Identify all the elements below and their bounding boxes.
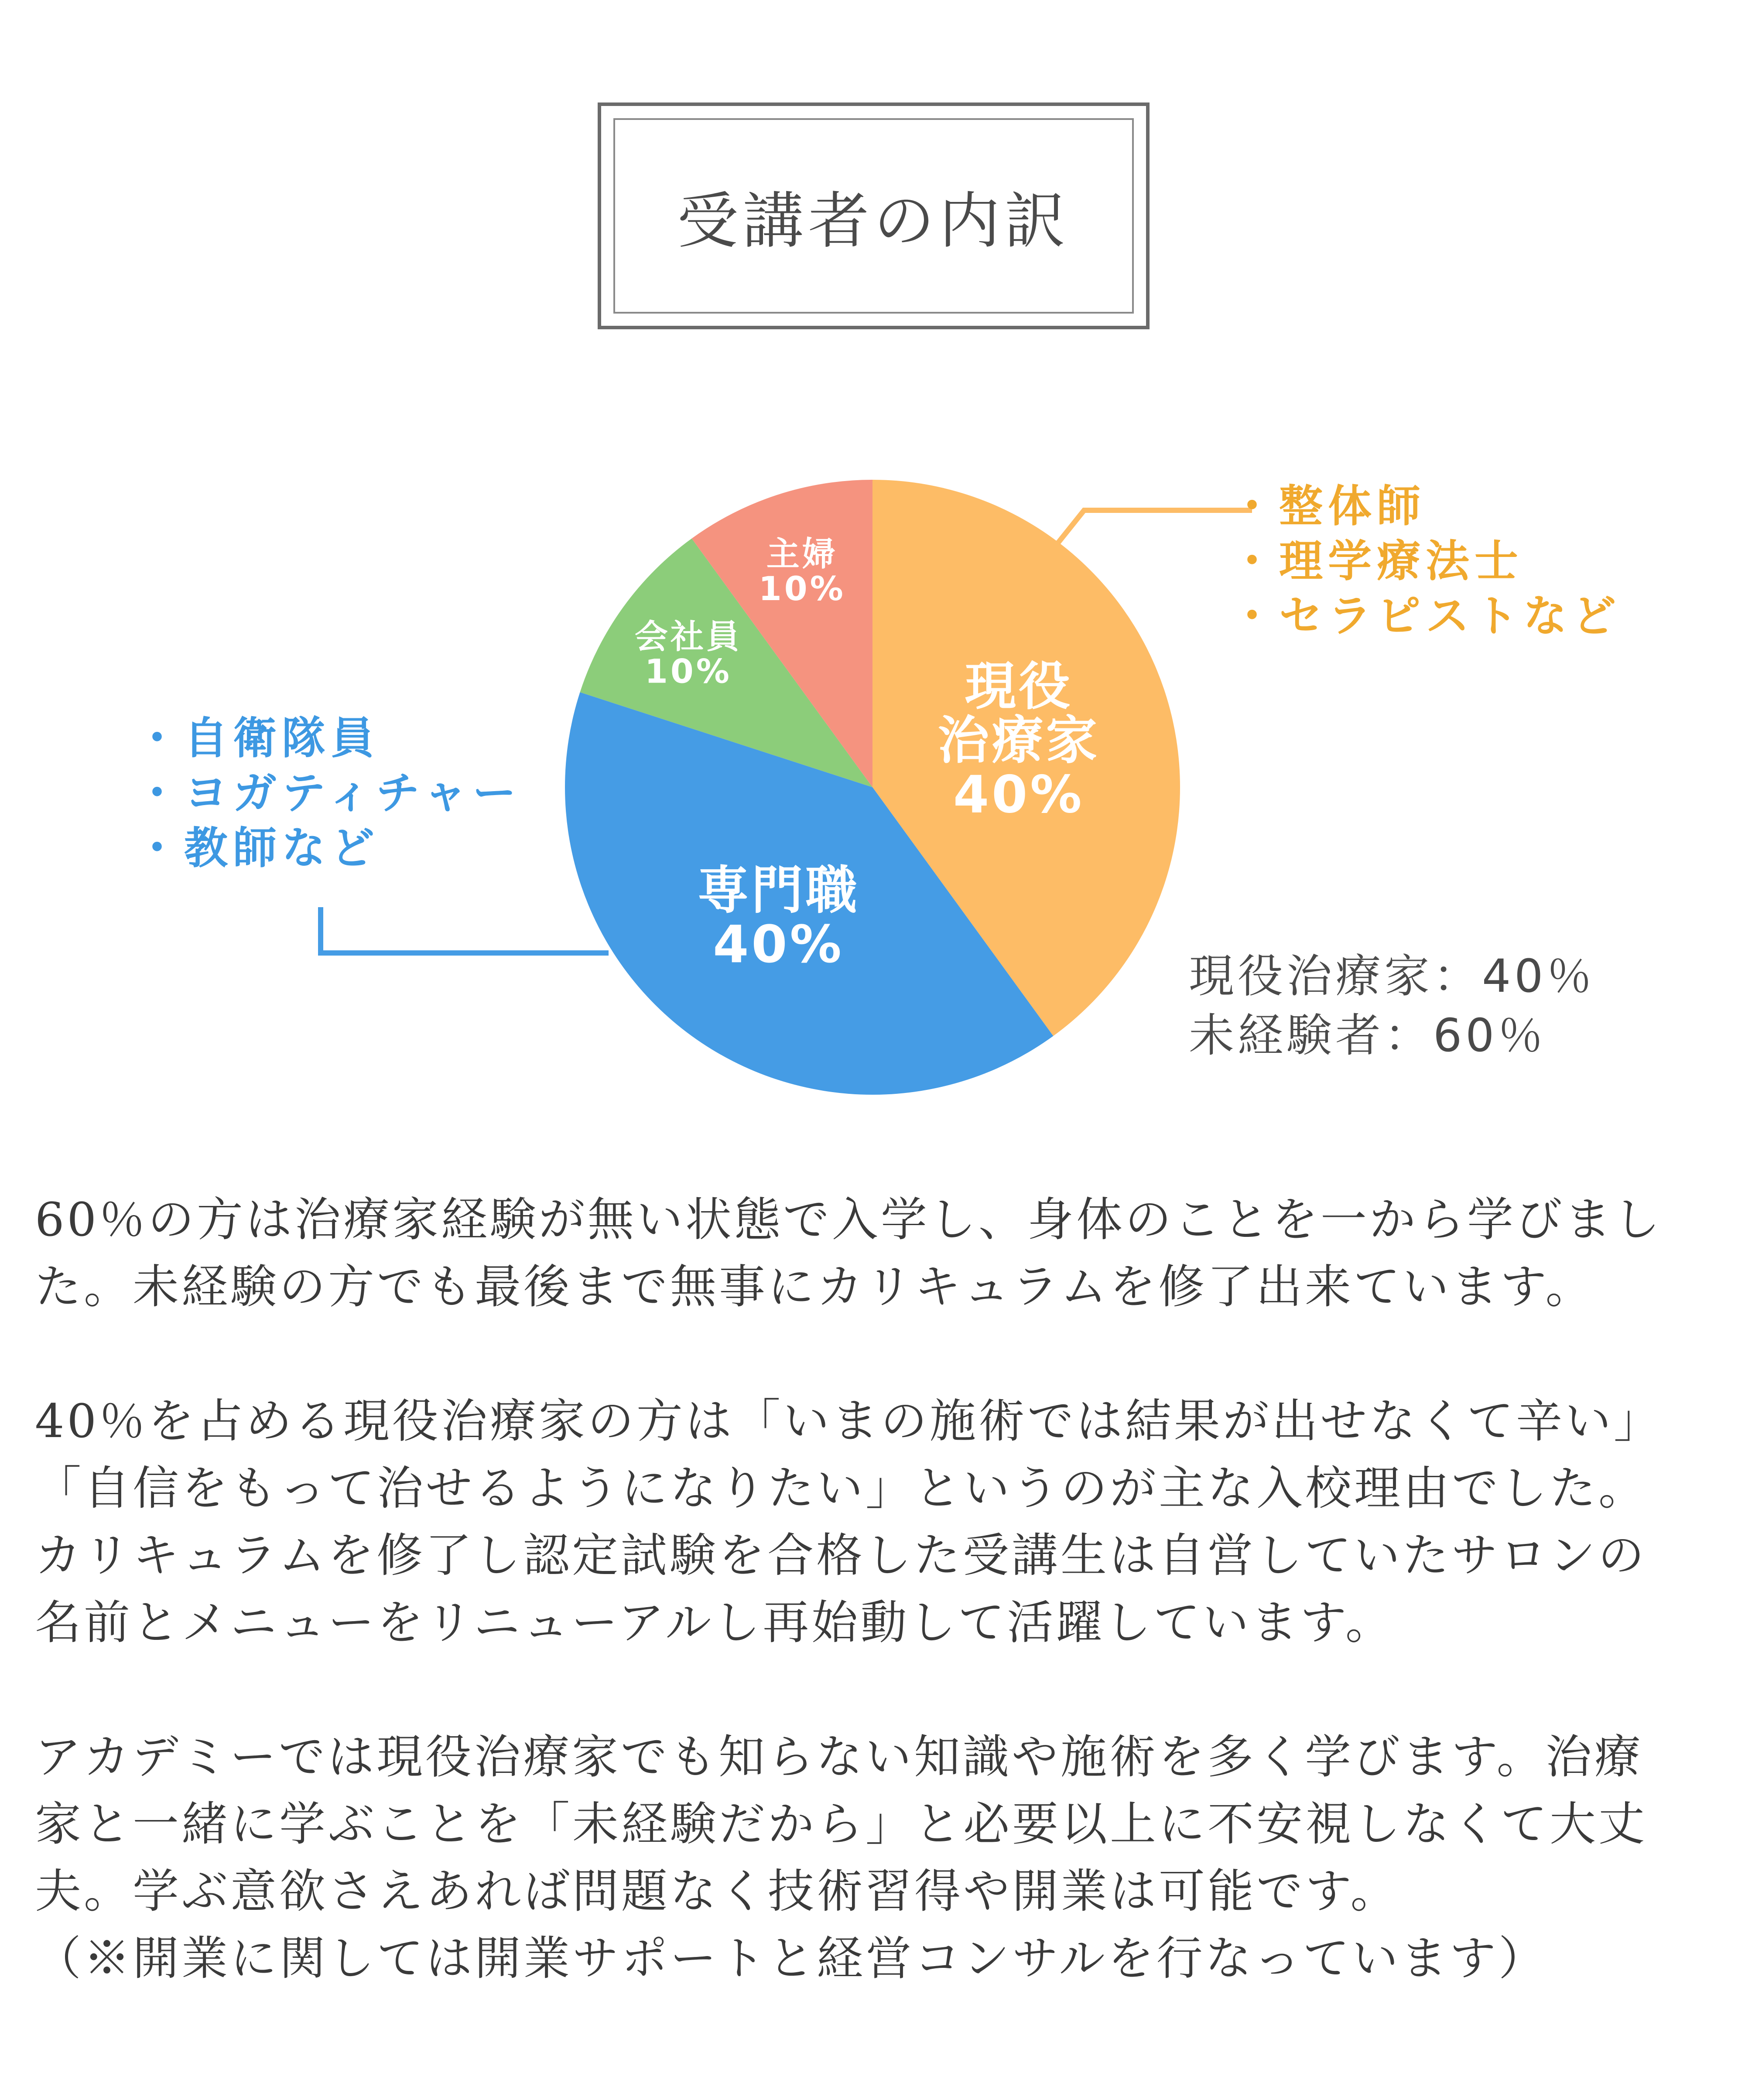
callout-item: ・ヨガティチャー <box>135 768 521 819</box>
slice-value-label: 40% <box>953 764 1085 825</box>
slice-category-label: 会社員 <box>634 617 742 656</box>
paragraph-line: 「自信をもって治せるようになりたい」というのが主な入校理由でした。 <box>35 1461 1647 1515</box>
paragraph <box>35 1724 1710 1992</box>
callout-item: ・セラピストなど <box>1230 591 1621 642</box>
summary-line: 未経験者：60％ <box>1189 1009 1547 1062</box>
page-title: 受講者の内訳 <box>677 185 1070 257</box>
slice-value-label: 10% <box>758 569 846 608</box>
paragraph-line: カリキュラムを修了し認定試験を合格した受講生は自営していたサロンの <box>35 1529 1647 1582</box>
callout-professional <box>135 711 521 876</box>
callout-item: ・理学療法士 <box>1230 536 1523 587</box>
paragraph-line: 60％の方は治療家経験が無い状態で入学し、身体のことを一から学びまし <box>35 1193 1663 1246</box>
callout-item: ・整体師 <box>1230 481 1426 532</box>
slice-value-label: 10% <box>644 652 732 691</box>
paragraph-line: 家と一緒に学ぶことを「未経験だから」と必要以上に不安視しなくて大丈 <box>35 1797 1647 1851</box>
body-text <box>35 1186 1710 1992</box>
paragraph-line: 夫。学ぶ意欲さえあれば問題なく技術習得や開業は可能です。 <box>35 1864 1399 1918</box>
callout-line-professional <box>321 907 609 953</box>
slice-category-label: 治療家 <box>938 710 1100 771</box>
paragraph-line: （※開業に関しては開業サポートと経営コンサルを行なっています） <box>35 1932 1547 1985</box>
slice-category-label: 主婦 <box>766 534 838 574</box>
callout-item: ・自衛隊員 <box>135 713 380 764</box>
paragraph-line: 40％を占める現役治療家の方は「いまの施術では結果が出せなくて辛い」 <box>35 1394 1663 1448</box>
slice-category-label: 現役 <box>965 656 1073 717</box>
slice-category-label: 専門職 <box>697 860 860 921</box>
paragraph-line: た。未経験の方でも最後まで無事にカリキュラムを修了出来ています。 <box>35 1260 1594 1314</box>
summary-line: 現役治療家：40％ <box>1189 949 1596 1003</box>
paragraph-line: アカデミーでは現役治療家でも知らない知識や施術を多く学びます。治療 <box>35 1730 1643 1784</box>
paragraph-line: 名前とメニューをリニューアルし再始動して活躍しています。 <box>35 1596 1394 1649</box>
summary-text <box>1189 946 1595 1065</box>
paragraph <box>35 1186 1710 1321</box>
slice-value-label: 40% <box>713 914 844 975</box>
paragraph <box>35 1388 1710 1656</box>
callout-current-therapist <box>1230 479 1621 644</box>
callout-item: ・教師など <box>135 823 380 874</box>
callout-line-current-therapist <box>1058 510 1252 543</box>
